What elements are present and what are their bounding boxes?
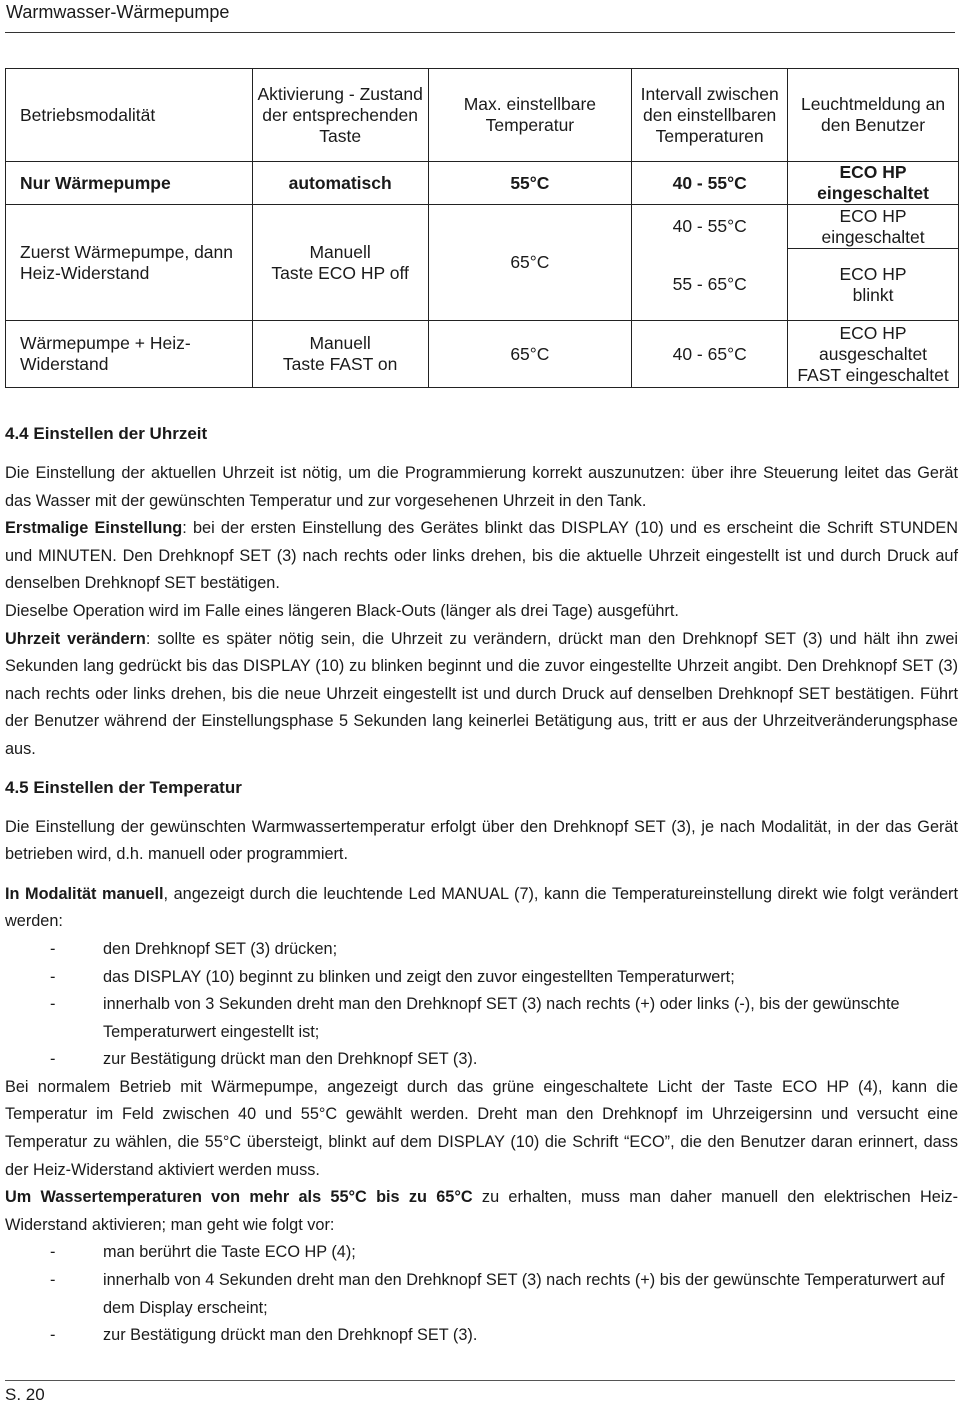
row3-signal	[788, 321, 959, 388]
dash-bullet: -	[50, 995, 56, 1014]
row3-max-temp: 65°C	[428, 321, 632, 388]
row3-activation-line1: Manuell	[309, 333, 371, 353]
paragraph: Die Einstellung der gewünschten Warmwassertemperatur erfolgt über den Drehknopf SET (3), je nach Modalität, in der das Gerät betrieben wird, d.h. manuell oder programmiert.	[5, 817, 958, 864]
row3-activation	[252, 321, 428, 388]
header-cell-activation: Aktivierung - Zustand der entsprechenden Taste	[252, 69, 428, 162]
section-heading-4-5: 4.5 Einstellen der Temperatur	[5, 777, 242, 797]
dash-bullet: -	[50, 1326, 56, 1345]
header-cell-signal: Leuchtmeldung an den Benutzer	[788, 69, 959, 162]
row3-signal-line2: FAST eingeschaltet	[797, 364, 949, 385]
row3-mode-line2: Widerstand	[20, 354, 109, 374]
row3-mode	[6, 321, 253, 388]
section-heading-4-4: 4.4 Einstellen der Uhrzeit	[5, 424, 208, 443]
paragraph-text: zu erhalten, muss man daher manuell den elektrischen Heiz-Widerstand aktivieren; man geht wie folgt vor:	[5, 1188, 959, 1234]
row3-signal-line1: ECO HP ausgeschaltet	[819, 322, 928, 364]
row3-interval: 40 - 65°C	[632, 321, 788, 388]
list-item-text: innerhalb von 3 Sekunden dreht man den Drehknopf SET (3) nach rechts (+) oder links (-), bis der gewünschte Temperaturwert eingestellt ist;	[103, 995, 900, 1041]
bold-lead: Um Wassertemperaturen von mehr als 55°C bis zu 65°C	[5, 1188, 473, 1207]
row1-activation: automatisch	[252, 162, 428, 205]
row2-mode: Zuerst Wärmepumpe, dann Heiz-Widerstand	[6, 205, 253, 321]
header-cell-mode: Betriebsmodalität	[6, 69, 253, 162]
dash-bullet: -	[50, 939, 56, 958]
row2-interval-a: 40 - 55°C	[632, 205, 788, 249]
list-item-text: zur Bestätigung drückt man den Drehknopf SET (3).	[103, 1326, 478, 1345]
footer-divider	[5, 1380, 955, 1381]
row1-signal: ECO HP eingeschaltet	[788, 162, 959, 205]
list-item-text: das DISPLAY (10) beginnt zu blinken und zeigt den zuvor eingestellten Temperaturwert;	[103, 967, 735, 986]
list-item	[5, 936, 958, 964]
row2-signal-b	[788, 249, 959, 321]
row2-interval-b: 55 - 65°C	[632, 249, 788, 321]
paragraph-text: : sollte es später nötig sein, die Uhrzeit zu verändern, drückt man den Drehknopf SET (3) und hält ihn zwei Sekunden lang gedrückt bis das DISPLAY (10) zu blinken beginnt und die zuvor eingestellte Uhrzeit angibt. Den Drehknopf SET (3) nach rechts oder links drehen, bis die neue Uhrzeit eingestellt ist und durch Druck auf denselben Drehknopf SET bestätigen. Führt der Benutzer während der Einstellungsphase 5 Sekunden lang keinerlei Betätigung aus, tritt er aus der Uhrzeitveränderungsphase aus.	[5, 629, 958, 758]
row2-signal-b-line2: blinkt	[852, 284, 894, 305]
list-item	[5, 991, 958, 1046]
list-item-text: zur Bestätigung drückt man den Drehknopf SET (3).	[103, 1050, 478, 1069]
table-header-row	[6, 69, 959, 162]
paragraph	[5, 881, 958, 936]
row2-signal-a: ECO HP eingeschaltet	[788, 205, 959, 249]
list-item	[5, 1239, 958, 1267]
dash-bullet: -	[50, 967, 56, 986]
table-row	[6, 162, 959, 205]
operating-modes-table	[5, 68, 959, 388]
row1-interval: 40 - 55°C	[632, 162, 788, 205]
paragraph-text: , angezeigt durch die leuchtende Led MANUAL (7), kann die Temperatureinstellung direkt wie folgt verändert werden:	[5, 884, 959, 931]
list-item-text: man berührt die Taste ECO HP (4);	[103, 1243, 356, 1262]
table-row	[6, 321, 959, 388]
paragraph	[5, 1184, 958, 1239]
row2-activation-line1: Manuell	[309, 241, 371, 262]
paragraph: Bei normalem Betrieb mit Wärmepumpe, angezeigt durch das grüne eingeschaltete Licht der Taste ECO HP (4), kann die Temperatur im Feld zwischen 40 und 55°C gewählt werden. Dreht man den Drehknopf im Uhrzeigersinn und versucht eine Temperatur zu wählen, die 55°C übersteigt, blinkt auf dem DISPLAY (10) die Schrift “ECO”, die den Benutzer daran erinnert, dass der Heiz-Widerstand aktiviert werden muss.	[5, 1077, 958, 1179]
header-cell-max-temp: Max. einstellbare Temperatur	[428, 69, 632, 162]
list-item	[5, 1046, 958, 1074]
paragraph: Dieselbe Operation wird im Falle eines längeren Black-Outs (länger als drei Tage) ausgeführt.	[5, 601, 679, 620]
bold-lead: Erstmalige Einstellung	[5, 519, 183, 538]
row2-max-temp: 65°C	[428, 205, 632, 321]
steps-list-manual	[5, 936, 958, 1074]
page-number: S. 20	[5, 1385, 45, 1404]
row2-activation	[252, 205, 428, 321]
paragraph: Die Einstellung der aktuellen Uhrzeit ist nötig, um die Programmierung korrekt auszunutzen: über ihre Steuerung leitet das Gerät das Wasser mit der gewünschten Temperatur und zur vorgesehenen Uhrzeit in den Tank.	[5, 464, 958, 510]
bold-lead: In Modalität manuell	[5, 884, 164, 903]
paragraph	[5, 626, 958, 764]
row3-activation-line2: Taste FAST on	[282, 354, 398, 374]
table-row	[6, 205, 959, 249]
document-title: Warmwasser-Wärmepumpe	[6, 2, 230, 22]
dash-bullet: -	[50, 1050, 56, 1069]
paragraph	[5, 515, 958, 598]
list-item	[5, 1322, 958, 1350]
row1-max-temp: 55°C	[428, 162, 632, 205]
list-item-text: innerhalb von 4 Sekunden dreht man den Drehknopf SET (3) nach rechts (+) bis der gewünschte Temperaturwert auf dem Display erscheint;	[103, 1271, 945, 1317]
header-cell-interval: Intervall zwischen den einstellbaren Temperaturen	[632, 69, 788, 162]
document-body	[5, 422, 958, 1350]
bold-lead: Uhrzeit verändern	[5, 629, 146, 648]
dash-bullet: -	[50, 1243, 56, 1262]
row1-mode: Nur Wärmepumpe	[6, 162, 253, 205]
list-item-text: den Drehknopf SET (3) drücken;	[103, 939, 338, 958]
row2-activation-line2: Taste ECO HP off	[271, 262, 409, 283]
list-item	[5, 1267, 958, 1322]
header-divider	[5, 32, 955, 33]
dash-bullet: -	[50, 1271, 56, 1290]
row2-signal-b-line1: ECO HP	[839, 263, 907, 284]
row3-mode-line1: Wärmepumpe + Heiz-	[20, 333, 191, 353]
steps-list-heater	[5, 1239, 958, 1349]
paragraph-text: : bei der ersten Einstellung des Gerätes blinkt das DISPLAY (10) und es erscheint die Schrift STUNDEN und MINUTEN. Den Drehknopf SET (3) nach rechts oder links drehen, bis die aktuelle Uhrzeit eingestellt ist und durch Druck auf denselben Drehknopf SET bestätigen.	[5, 519, 958, 593]
list-item	[5, 964, 958, 992]
